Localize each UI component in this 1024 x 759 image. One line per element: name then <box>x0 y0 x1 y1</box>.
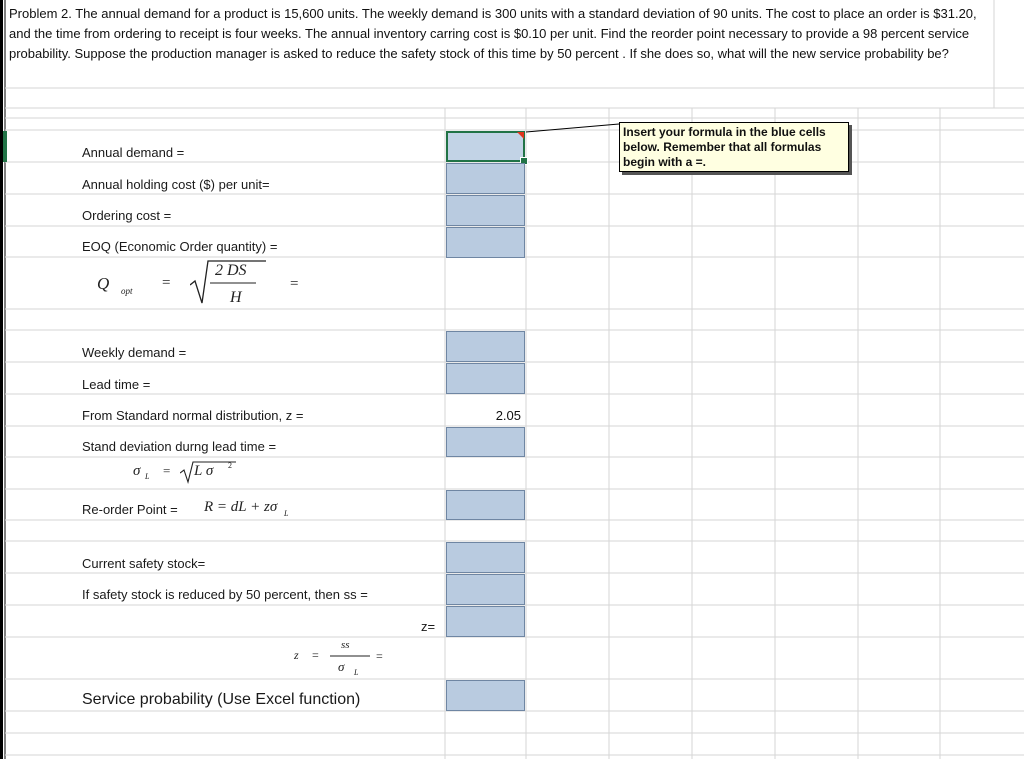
sigma-symbol: σ <box>133 463 141 479</box>
eoq-trailing-equals: = <box>290 276 299 292</box>
eoq-denominator: H <box>230 289 242 306</box>
label-ordering-cost: Ordering cost = <box>82 208 172 223</box>
label-holding-cost: Annual holding cost ($) per unit= <box>82 177 270 192</box>
callout-connector <box>526 124 619 132</box>
eoq-numerator: 2 DS <box>215 262 247 279</box>
input-cell-ordering-cost[interactable] <box>446 195 525 226</box>
z-formula-trailing-equals: = <box>376 649 383 663</box>
input-cell-lead-time[interactable] <box>446 363 525 394</box>
input-cell-eoq[interactable] <box>446 227 525 258</box>
problem-statement: Problem 2. The annual demand for a product is 15,600 units. The weekly demand is 300 units with a standard deviation of 90 units. The cost to place an order is $31.20, and the time from ordering to receipt is four weeks. The annual inventory carring cost is $0.10 per unit. Find the reorder point necessary to provide a 98 percent service probability. Suppose the production manager is asked to reduce the safety stock of this time by 50 percent . If she does so, what will the new service probability be? <box>9 6 977 61</box>
sigma-radicand: L σ <box>194 463 214 479</box>
input-cell-z[interactable] <box>446 606 525 637</box>
label-service-probability: Service probability (Use Excel function) <box>82 691 361 708</box>
z-formula-numerator: ss <box>341 639 350 651</box>
input-cell-reorder-point[interactable] <box>446 490 525 520</box>
label-eoq: EOQ (Economic Order quantity) = <box>82 239 278 254</box>
label-reduced-safety-stock: If safety stock is reduced by 50 percent, then ss = <box>82 587 368 602</box>
eoq-equals: = <box>162 275 171 291</box>
z-formula-equals: = <box>312 648 319 662</box>
input-cell-annual-demand[interactable] <box>446 131 525 162</box>
input-cell-std-lead-time[interactable] <box>446 427 525 457</box>
z-fraction-bar <box>330 655 370 658</box>
z-formula-lhs: z <box>294 648 299 662</box>
label-current-safety-stock: Current safety stock= <box>82 556 206 571</box>
label-reorder-point: Re-order Point = <box>82 502 178 517</box>
reorder-formula-subscript: L <box>284 509 289 518</box>
input-cell-weekly-demand[interactable] <box>446 331 525 362</box>
label-z-value: From Standard normal distribution, z = <box>82 408 304 423</box>
label-z-equals: z= <box>421 619 436 634</box>
sigma-subscript: L <box>145 472 150 481</box>
label-annual-demand: Annual demand = <box>82 145 185 160</box>
z-formula-denominator-subscript: L <box>354 668 359 677</box>
input-cell-reduced-safety-stock[interactable] <box>446 574 525 605</box>
instruction-note: Insert your formula in the blue cells below. Remember that all formulas begin with a =. <box>619 122 849 172</box>
input-cell-holding-cost[interactable] <box>446 163 525 194</box>
input-cell-current-safety-stock[interactable] <box>446 542 525 573</box>
eoq-q-subscript: opt <box>121 286 133 296</box>
sigma-exponent: 2 <box>228 461 232 470</box>
comment-indicator-icon <box>517 132 524 139</box>
z-value-cell[interactable]: 2.05 <box>495 408 521 423</box>
input-cell-service-probability[interactable] <box>446 680 525 711</box>
eoq-q-symbol: Q <box>97 274 110 293</box>
reorder-formula: R = dL + zσ <box>204 499 278 515</box>
sigma-equals: = <box>163 463 171 478</box>
z-formula-denominator: σ <box>338 659 345 674</box>
label-std-lead-time: Stand deviation durng lead time = <box>82 439 277 454</box>
label-lead-time: Lead time = <box>82 377 151 392</box>
label-weekly-demand: Weekly demand = <box>82 345 187 360</box>
